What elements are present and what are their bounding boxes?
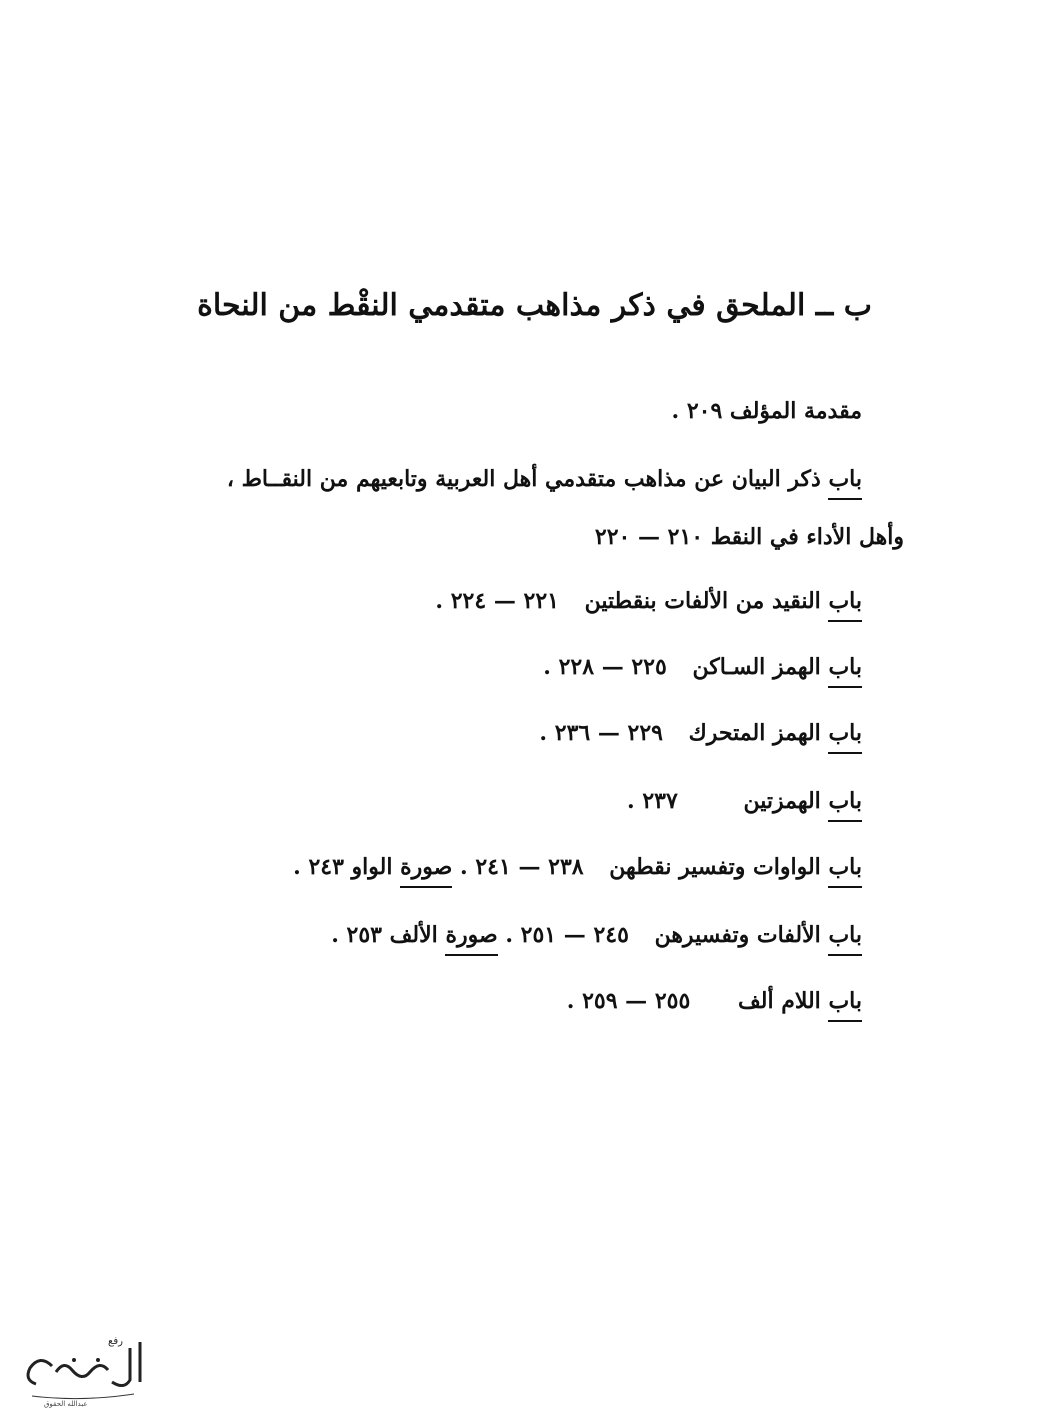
- entry-text: وأهل الأداء في النقط ٢١٠ — ٢٢٠: [594, 524, 904, 550]
- bab-label: باب: [828, 854, 862, 888]
- entry-tail: الألف ٢٥٣ .: [331, 922, 438, 948]
- bab-label: باب: [828, 988, 862, 1022]
- entry-pages: ٢٢١ — ٢٢٤ .: [435, 588, 559, 614]
- bab-label: باب: [828, 588, 862, 622]
- toc-entry: [227, 466, 862, 500]
- entry-text: النقيد من الألفات بنقطتين: [584, 588, 821, 614]
- entry-text: الواوات وتفسير نقطهن: [609, 854, 821, 880]
- entry-text: الهمزتين: [743, 788, 821, 814]
- entry-text: اللام ألف: [737, 988, 821, 1014]
- entry-text: الهمز السـاكن: [692, 654, 821, 680]
- bab-label: باب: [828, 788, 862, 822]
- bab-label: باب: [828, 466, 862, 500]
- toc-entry: [539, 720, 862, 754]
- svg-text:رفع: رفع: [108, 1336, 123, 1347]
- bab-label: باب: [828, 654, 862, 688]
- toc-entry: [627, 788, 862, 822]
- toc-entry: [435, 588, 862, 622]
- entry-tail: الواو ٢٤٣ .: [293, 854, 393, 880]
- entry-pages: ٢٢٩ — ٢٣٦ .: [539, 720, 663, 746]
- toc-entry: [567, 988, 862, 1022]
- toc-entry-continuation: [595, 524, 904, 550]
- svg-text:عبدالله الحقوق: عبدالله الحقوق: [44, 1400, 88, 1408]
- entry-pages: ٢٤٥ — ٢٥١ .: [505, 922, 629, 948]
- entry-pages: ٢٣٨ — ٢٤١ .: [460, 854, 584, 880]
- toc-entry: [293, 854, 862, 888]
- bab-label: باب: [828, 922, 862, 956]
- toc-entry: [331, 922, 862, 956]
- library-stamp-logo: [12, 1330, 152, 1410]
- entry-text: الهمز المتحرك: [688, 720, 821, 746]
- author-intro-line: مقدمة المؤلف ٢٠٩ .: [671, 398, 862, 424]
- entry-pages: ٢٥٥ — ٢٥٩ .: [566, 988, 691, 1014]
- section-heading: ب ــ الملحق في ذكر مذاهب متقدمي النقْط من النحاة: [197, 288, 872, 323]
- entry-pages: ٢٣٧ .: [627, 788, 678, 814]
- sura-label: صورة: [445, 922, 497, 956]
- toc-entry: [543, 654, 862, 688]
- entry-pages: ٢٢٥ — ٢٢٨ .: [543, 654, 667, 680]
- sura-label: صورة: [400, 854, 452, 888]
- entry-text: ذكر البيان عن مذاهب متقدمي أهل العربية وتابعيهم من النقــاط ،: [226, 466, 821, 492]
- bab-label: باب: [828, 720, 862, 754]
- entry-text: الألفات وتفسيرهن: [654, 922, 821, 948]
